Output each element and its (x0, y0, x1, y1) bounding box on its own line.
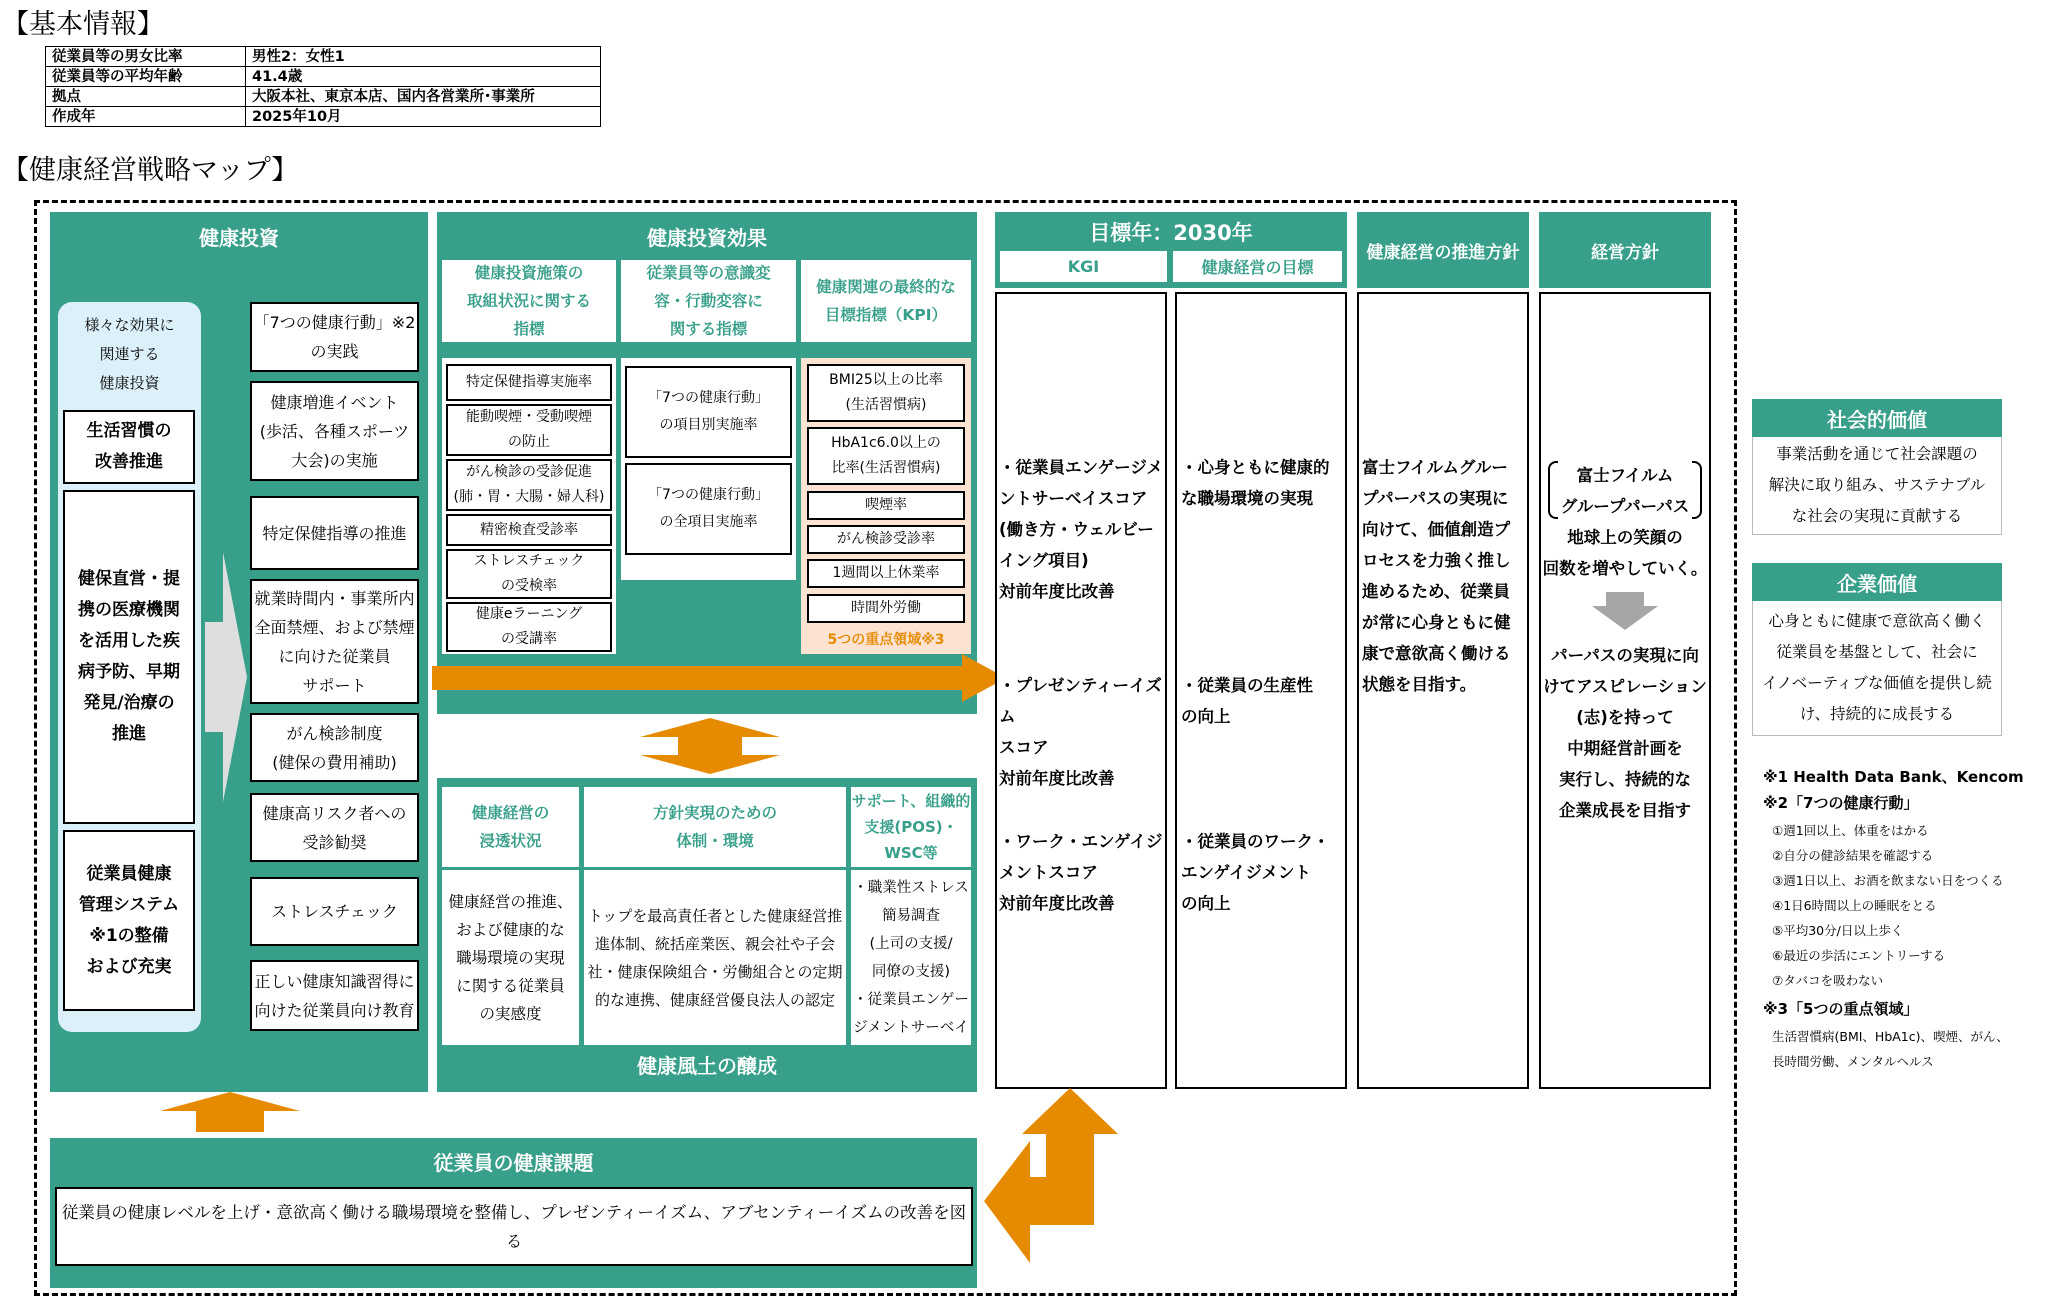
pillar-disease-prevention: 健保直営・提 携の医療機関 を活用した疾 病予防、早期 発見/治療の 推進 (63, 490, 195, 824)
kpi-item: がん検診受診率 (807, 525, 965, 554)
corporate-value-title: 企業価値 (1752, 563, 2002, 601)
promotion-policy-title: 健康経営の推進方針 (1357, 212, 1529, 288)
effect-col2-header: 従業員等の意識変 容・行動変容に 関する指標 (646, 264, 771, 338)
list-item: ①週1回以上、体重をはかる (1772, 823, 1929, 838)
effect-indicator: 「7つの健康行動」 の項目別実施率 (625, 366, 792, 458)
social-value-text: 事業活動を通じて社会課題の 解決に取り組み、サステナブル な社会の実現に貢献する (1752, 437, 2002, 535)
note-1: ※1 Health Data Bank、Kencom (1763, 768, 2024, 786)
kgi-item: ・従業員エンゲージメ ントサーベイスコア (働き方・ウェルビー イング項目) 対前年度比改善 (999, 458, 1163, 601)
list-item: ⑥最近の歩活にエントリーする (1772, 948, 1946, 963)
down-arrow-icon (1592, 592, 1658, 630)
note-3: ※3「5つの重点領域」 (1763, 1000, 1919, 1018)
health-culture-title: 健康風土の醸成 (637, 1053, 777, 1078)
culture-cell: ・職業性ストレス 簡易調査 (上司の支援/ 同僚の支援) ・従業員エンゲー ジメントサーベイ (851, 870, 971, 1045)
pillar-lifestyle: 生活習慣の 改善推進 (63, 410, 195, 484)
goal-item: ・従業員の生産性 の向上 (1181, 676, 1313, 726)
investment-group-label: 様々な効果に 関連する 健康投資 (84, 315, 175, 392)
target-year-title: 目標年：2030年 (1089, 221, 1253, 245)
group-purpose-label: 富士フイルム グループパーパス (1560, 466, 1690, 516)
kpi-item: 時間外労働 (807, 594, 965, 623)
investment-item-no-smoking: 就業時間内・事業所内 全面禁煙、および禁煙 に向けた従業員 サポート (250, 579, 419, 704)
list-item: ③週1日以上、お酒を飲まない日をつくる (1772, 873, 2004, 888)
up-down-arrow-icon (640, 718, 780, 774)
effect-col1-header: 健康投資施策の 取組状況に関する 指標 (466, 264, 591, 338)
list-item: ⑦タバコを吸わない (1772, 973, 1884, 988)
table-row: 従業員等の平均年齢 41.4歳 (46, 67, 601, 87)
up-arrow-icon (160, 1092, 300, 1132)
strategy-map-heading: 【健康経営戦略マップ】 (2, 155, 299, 186)
investment-item-high-risk: 健康高リスク者への 受診勧奨 (250, 793, 419, 862)
culture-header: 方針実現のための 体制・環境 (652, 804, 777, 850)
goal-item: ・心身ともに健康的 な職場環境の実現 (1181, 458, 1330, 508)
effect-indicator: がん検診の受診促進 (肺・胃・大腸・婦人科) (446, 459, 612, 511)
investment-effect-title: 健康投資効果 (647, 225, 767, 250)
group-purpose-text: 地球上の笑顔の 回数を増やしていく。 (1542, 528, 1708, 578)
investment-item-cancer-screening: がん検診制度 (健保の費用補助) (250, 713, 419, 782)
kpi-item: 1週間以上休業率 (807, 559, 965, 588)
kgi-label: KGI (1000, 251, 1167, 282)
management-policy-title: 経営方針 (1539, 212, 1711, 288)
culture-header: 健康経営の 浸透状況 (471, 804, 550, 850)
kgi-item: ・プレゼンティーイズム スコア 対前年度比改善 (999, 676, 1162, 788)
investment-item-education: 正しい健康知識習得に 向けた従業員向け教育 (250, 960, 419, 1031)
list-item: ②自分の健診結果を確認する (1772, 848, 1934, 863)
effect-indicator: ストレスチェック の受検率 (446, 549, 612, 599)
investment-item-7-actions: 「7つの健康行動」※2 の実践 (250, 302, 419, 372)
culture-cell: 健康経営の推進、 および健康的な 職場環境の実現 に関する従業員 の実感度 (442, 870, 579, 1045)
investment-item-health-guidance: 特定保健指導の推進 (250, 496, 419, 570)
promotion-policy-text: 富士フイルムグルー プパーパスの実現に 向けて、価値創造プ ロセスを力強く推し 進めるため、従業員 が常に心身ともに健 康で意欲高く働ける 状態を目指す。 (1362, 458, 1511, 694)
elbow-arrow-icon (984, 1088, 1124, 1263)
kpi-item: HbA1c6.0以上の 比率(生活習慣病) (807, 427, 965, 485)
kgi-item: ・ワーク・エンゲイジ メントスコア 対前年度比改善 (999, 832, 1163, 913)
culture-cell: トップを最高責任者とした健康経営推 進体制、統括産業医、親会社や子会 社・健康保険組合・労働組合との定期 的な連携、健康経営優良法人の認定 (584, 870, 846, 1045)
health-investment-title: 健康投資 (199, 225, 279, 250)
effect-indicator: 健康eラーニング の受講率 (446, 602, 612, 652)
investment-item-events: 健康増進イベント (歩活、各種スポーツ 大会)の実施 (250, 381, 419, 481)
culture-header: サポート、組織的 支援(POS)・ WSC等 (851, 792, 971, 862)
kpi-item: 喫煙率 (807, 491, 965, 520)
kpi-item: BMI25以上の比率 (生活習慣病) (807, 364, 965, 422)
bracket-left (1548, 461, 1558, 519)
kpi-note: 5つの重点領域※3 (827, 632, 945, 648)
basic-info-heading: 【基本情報】 (2, 9, 164, 40)
list-item: ⑤平均30分/日以上歩く (1772, 923, 1904, 938)
basic-info-table (45, 46, 601, 127)
health-issues-text: 従業員の健康レベルを上げ・意欲高く働ける職場環境を整備し、プレゼンティーイズム、アブセンティーイズムの改善を図る (55, 1187, 973, 1266)
table-row: 従業員等の男女比率 男性2：女性1 (46, 47, 601, 67)
effect-indicator: 特定保健指導実施率 (446, 364, 612, 401)
investment-item-stress-check: ストレスチェック (250, 877, 419, 946)
list-item: ④1日6時間以上の睡眠をとる (1772, 898, 1937, 913)
bracket-right (1692, 461, 1702, 519)
health-issues-title: 従業員の健康課題 (433, 1150, 594, 1175)
note-2: ※2「7つの健康行動」 (1763, 794, 1919, 812)
social-value-title: 社会的価値 (1752, 399, 2002, 437)
management-policy-text: パーパスの実現に向 けてアスピレーション (志)を持って 中期経営計画を 実行し、持続的な 企業成長を目指す (1543, 646, 1707, 820)
effect-indicator: 精密検査受診率 (446, 514, 612, 546)
goal-item: ・従業員のワーク・ エンゲイジメント の向上 (1181, 832, 1330, 913)
goal-label: 健康経営の目標 (1173, 251, 1342, 282)
corporate-value-text: 心身ともに健康で意欲高く働く 従業員を基盤として、社会に イノベーティブな価値を提供し続 け、持続的に成長する (1752, 601, 2002, 736)
note-2-list (1772, 818, 2004, 993)
effect-indicator: 能動喫煙・受動喫煙 の防止 (446, 404, 612, 456)
effect-col3-header: 健康関連の最終的な 目標指標（KPI） (816, 278, 956, 324)
effect-indicator: 「7つの健康行動」 の全項目実施率 (625, 463, 792, 555)
pillar-management-system: 従業員健康 管理システム ※1の整備 および充実 (63, 830, 195, 1011)
table-row: 作成年 2025年10月 (46, 107, 601, 127)
right-arrow-icon (432, 654, 1006, 702)
note-3-text: 生活習慣病(BMI、HbA1c)、喫煙、がん、 長時間労働、メンタルヘルス (1772, 1029, 2009, 1069)
table-row: 拠点 大阪本社、東京本店、国内各営業所･事業所 (46, 87, 601, 107)
right-arrow-icon (205, 552, 247, 802)
